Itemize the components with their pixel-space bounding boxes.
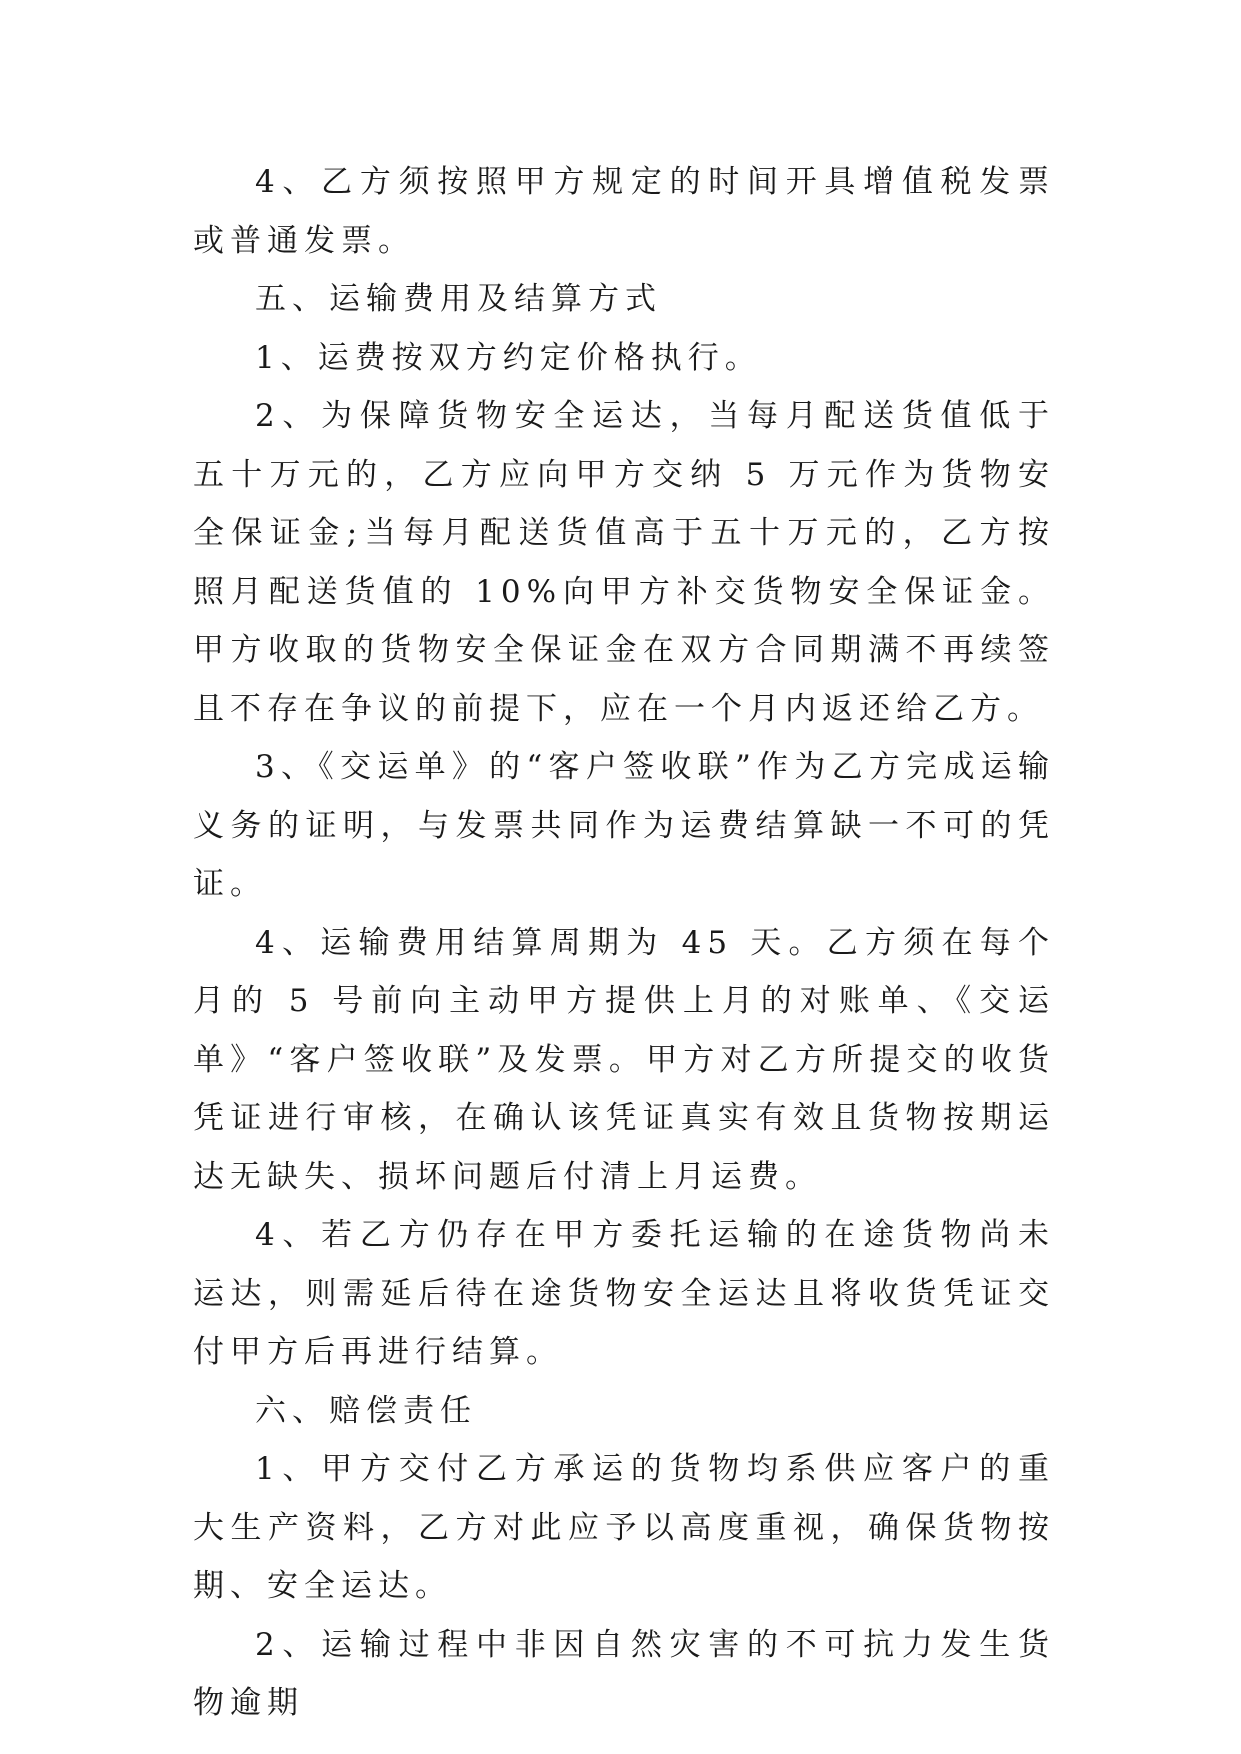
paragraph-invoice-clause: 4、乙方须按照甲方规定的时间开具增值税发票或普通发票。: [193, 164, 1055, 259]
paragraph-fee-pricing: 1、运费按双方约定价格执行。: [255, 339, 762, 376]
section-heading-compensation: 六、赔偿责任: [255, 1392, 477, 1429]
paragraph-delivery-proof: 3、《交运单》的“客户签收联”作为乙方完成运输义务的证明，与发票共同作为运费结算缺一不可的凭证。: [193, 749, 1055, 902]
paragraph-security-deposit: 2、为保障货物安全运达，当每月配送货值低于五十万元的，乙方应向甲方交纳 5 万元作为货物安全保证金;当每月配送货值高于五十万元的，乙方按照月配送货值的 10%向甲方补交货物安全保证金。甲方收取的货物安全保证金在双方合同期满不再续签且不存在争议的前提下，应在一个月内返还给乙方。: [193, 398, 1055, 727]
paragraph-settlement-cycle: 4、运输费用结算周期为 45 天。乙方须在每个月的 5 号前向主动甲方提供上月的对账单、《交运单》“客户签收联”及发票。甲方对乙方所提交的收货凭证进行审核，在确认该凭证真实有效且货物按期运达无缺失、损坏问题后付清上月运费。: [193, 924, 1055, 1195]
paragraph-delay-liability: 2、运输过程中非因自然灾害的不可抗力发生货物逾期: [193, 1626, 1055, 1721]
paragraph-in-transit-goods: 4、若乙方仍存在甲方委托运输的在途货物尚未运达，则需延后待在途货物安全运达且将收货凭证交付甲方后再进行结算。: [193, 1217, 1055, 1370]
paragraph-goods-importance: 1、甲方交付乙方承运的货物均系供应客户的重大生产资料，乙方对此应予以高度重视，确保货物按期、安全运达。: [193, 1451, 1055, 1604]
document-body: [193, 153, 1055, 1733]
section-heading-fees-settlement: 五、运输费用及结算方式: [255, 281, 662, 317]
